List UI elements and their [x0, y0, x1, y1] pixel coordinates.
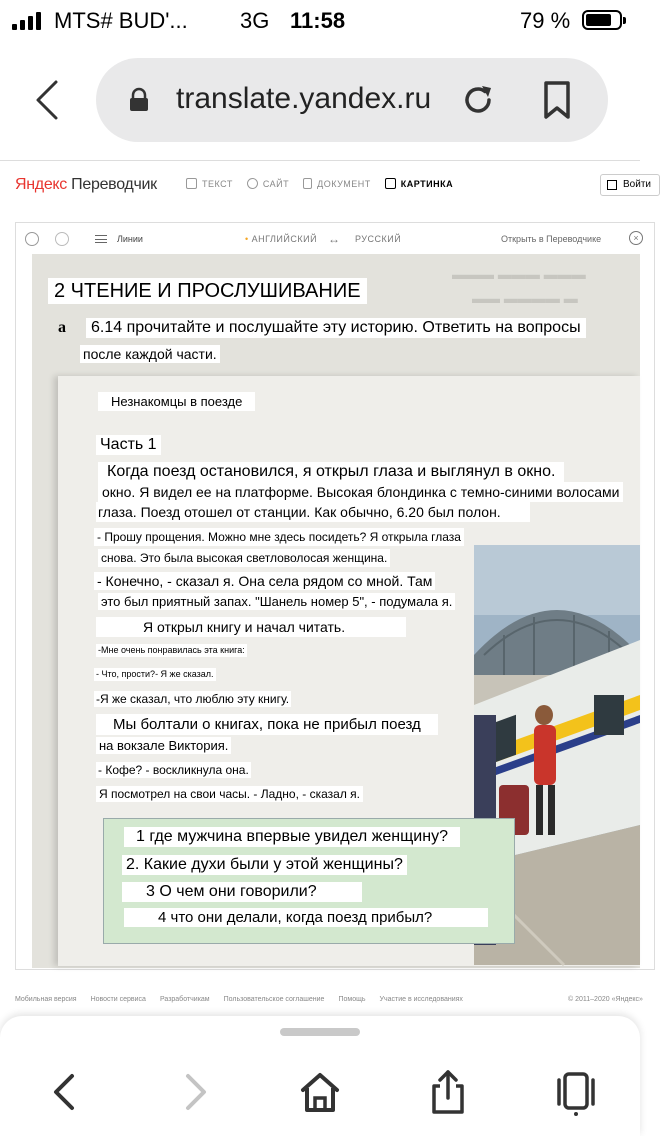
tab-label: САЙТ — [262, 178, 290, 189]
logo-product: Переводчик — [71, 176, 157, 193]
footer-link[interactable]: Помощь — [338, 996, 366, 1003]
ghost-text: ▬▬ ▬▬▬▬ ▬ — [472, 290, 578, 306]
footer-link[interactable]: Мобильная версия — [15, 996, 77, 1003]
tab-image[interactable] — [385, 178, 453, 189]
ghost-text: ▬▬▬ ▬▬▬ ▬▬▬ — [452, 266, 586, 282]
tab-label: ДОКУМЕНТ — [317, 178, 371, 189]
login-button[interactable] — [600, 174, 660, 196]
story-line: окно. Я видел ее на платформе. Высокая блондинка с темно-синими волосами — [98, 482, 623, 502]
mode-tabs — [186, 178, 453, 189]
document-icon — [303, 178, 312, 189]
footer-links — [15, 996, 463, 1003]
close-icon[interactable]: × — [629, 231, 643, 245]
lock-icon — [128, 88, 150, 112]
header-divider — [0, 160, 640, 161]
copyright: © 2011–2020 «Яндекс» — [568, 996, 643, 1003]
text-icon — [186, 178, 197, 189]
battery-icon — [582, 10, 622, 30]
reload-icon[interactable] — [458, 80, 498, 120]
zoom-in-icon[interactable] — [25, 232, 39, 246]
network-type: 3G — [240, 8, 270, 33]
zoom-out-icon[interactable] — [55, 232, 69, 246]
yandex-translate-logo[interactable] — [15, 176, 157, 194]
forward-icon[interactable] — [172, 1068, 216, 1116]
image-icon — [385, 178, 396, 189]
instruction-line-2: после каждой части. — [80, 345, 220, 363]
question: 2. Какие духи были у этой женщины? — [122, 855, 407, 875]
story-line: Когда поезд остановился, я открыл глаза и выглянул в окно. — [98, 462, 564, 482]
story-line: -Я же сказал, что люблю эту книгу. — [96, 692, 290, 706]
swap-languages-icon[interactable]: ↔ — [328, 232, 340, 246]
signal-icon — [12, 12, 41, 30]
tab-site[interactable] — [247, 178, 289, 189]
story-line: это был приятный запах. "Шанель номер 5", - подумала я. — [98, 593, 455, 610]
home-icon[interactable] — [298, 1068, 342, 1116]
source-language[interactable]: • АНГЛИЙСКИЙ — [245, 234, 317, 244]
question: 3 О чем они говорили? — [122, 882, 362, 902]
login-icon — [607, 180, 617, 190]
tab-label: КАРТИНКА — [400, 178, 454, 189]
story-line: снова. Это была высокая светловолосая женщина. — [98, 549, 390, 567]
image-toolbar — [15, 226, 640, 254]
question: 1 где мужчина впервые увидел женщину? — [124, 827, 460, 847]
globe-icon — [247, 178, 258, 189]
back-chevron-icon[interactable] — [30, 78, 64, 122]
target-language[interactable]: РУССКИЙ — [355, 234, 402, 244]
story-title: Незнакомцы в поезде — [98, 392, 255, 411]
browser-bottom-toolbar — [0, 1016, 640, 1136]
story-line: Я открыл книгу и начал читать. — [96, 617, 406, 637]
footer-link[interactable]: Пользовательское соглашение — [223, 996, 325, 1003]
section-heading: 2 ЧТЕНИЕ И ПРОСЛУШИВАНИЕ — [48, 278, 367, 304]
tabs-icon[interactable] — [554, 1068, 598, 1116]
story-line: Я посмотрел на свои часы. - Ладно, - сказал я. — [96, 786, 363, 802]
share-icon[interactable] — [426, 1068, 470, 1116]
address-bar[interactable] — [96, 58, 608, 142]
lines-icon[interactable] — [95, 235, 107, 243]
lines-toggle[interactable]: Линии — [117, 234, 143, 244]
story-line: Мы болтали о книгах, пока не прибыл поезд — [96, 714, 438, 735]
tab-document[interactable] — [303, 178, 371, 189]
story-line: - Прошу прощения. Можно мне здесь посидеть? Я открыла глаза — [94, 528, 464, 546]
open-in-translator-link[interactable]: Открыть в Переводчике — [501, 234, 602, 244]
logo-brand: Яндекс — [15, 176, 68, 193]
story-line: - Кофе? - воскликнула она. — [98, 763, 249, 777]
story-line: глаза. Поезд отошел от станции. Как обычно, 6.20 был полон. — [96, 502, 530, 522]
story-line: - Конечно, - сказал я. Она села рядом со мной. Там — [94, 572, 435, 590]
tab-text[interactable] — [186, 178, 233, 189]
footer-link[interactable]: Разработчикам — [159, 996, 210, 1003]
story-line: на вокзале Виктория. — [96, 737, 231, 754]
bookmark-icon[interactable] — [542, 80, 572, 120]
carrier-name: MTS# BUD'... — [54, 8, 188, 33]
back-icon[interactable] — [44, 1068, 88, 1116]
instruction-line-1: 6.14 прочитайте и послушайте эту историю. Ответить на вопросы — [86, 318, 586, 338]
tab-label: ТЕКСТ — [202, 178, 233, 189]
drag-handle[interactable] — [280, 1028, 360, 1036]
clock: 11:58 — [290, 8, 346, 33]
section-marker: a — [58, 319, 66, 336]
url-text[interactable]: translate.yandex.ru — [176, 82, 432, 115]
login-label: Войти — [623, 179, 651, 190]
footer-link[interactable]: Участие в исследованиях — [379, 996, 463, 1003]
story-line: - Что, прости?- Я же сказал. — [96, 669, 214, 679]
part-label: Часть 1 — [96, 435, 161, 455]
footer-link[interactable]: Новости сервиса — [90, 996, 146, 1003]
status-bar — [0, 0, 640, 44]
battery-percent: 79 % — [520, 8, 571, 33]
question: 4 что они делали, когда поезд прибыл? — [124, 908, 488, 927]
story-line: -Мне очень понравилась эта книга: — [98, 645, 245, 655]
